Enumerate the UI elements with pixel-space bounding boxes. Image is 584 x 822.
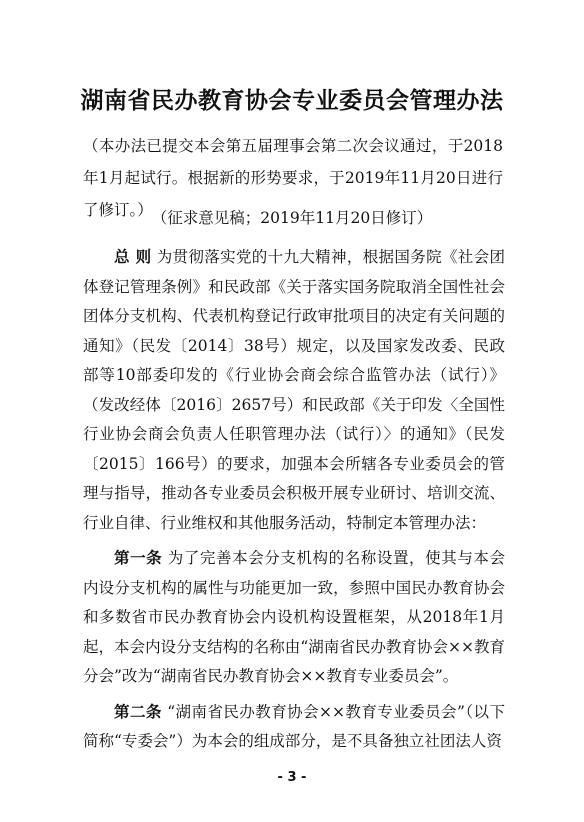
page-number: - 3 - (277, 770, 307, 785)
paragraph-lead: 第一条 (114, 549, 163, 567)
document-body (83, 243, 505, 763)
paragraph-text: 为了完善本会分支机构的名称设置，使其与本会内设分支机构的属性与功能更加一致，参照中国民办教育协会和多数省市民办教育协会内设机构设置框架，从2018年1月起，本会内设分支结构的名称由“湖南省民办教育协会××教育分会”改为“湖南省民办教育协会××教育专业委员会”。 (83, 549, 505, 685)
adoption-note: （本办法已提交本会第五届理事会第二次会议通过，于2018年1月起试行。根据新的形势要求，于2019年11月20日进行了修订。） (83, 137, 503, 219)
paragraph-article-1 (83, 544, 505, 692)
paragraph-text: 为贯彻落实党的十九大精神，根据国务院《社会团体登记管理条例》和民政部《关于落实国务院取消全国性社会团体分支机构、代表机构登记行政审批项目的决定有关问题的通知》（民发〔2014〕38号）规定，以及国家发改委、民政部等10部委印发的《行业协会商会综合监管办法（试行）》（发改经体〔2016〕2657号）和民政部《关于印发〈全国性行业协会商会负责人任职管理办法（试行）〉的通知》（民发〔2015〕166号）的要求，加强本会所辖各专业委员会的管理与指导，推动各专业委员会积极开展专业研讨、培训交流、行业自律、行业维权和其他服务活动，特制定本管理办法： (83, 248, 505, 532)
draft-line: （征求意见稿；2019年11月20日修订） (151, 209, 433, 227)
document-title: 湖南省民办教育协会专业委员会管理办法 (80, 88, 504, 114)
paragraph-general (83, 243, 505, 538)
paragraph-text: “湖南省民办教育协会××教育专业委员会”（以下简称“专委会”）为本会的组成部分，是不具备独立社团法人资 (83, 702, 505, 750)
paragraph-article-2 (83, 698, 505, 757)
paragraph-lead: 总 则 (114, 248, 152, 266)
paragraph-lead: 第二条 (114, 702, 162, 721)
